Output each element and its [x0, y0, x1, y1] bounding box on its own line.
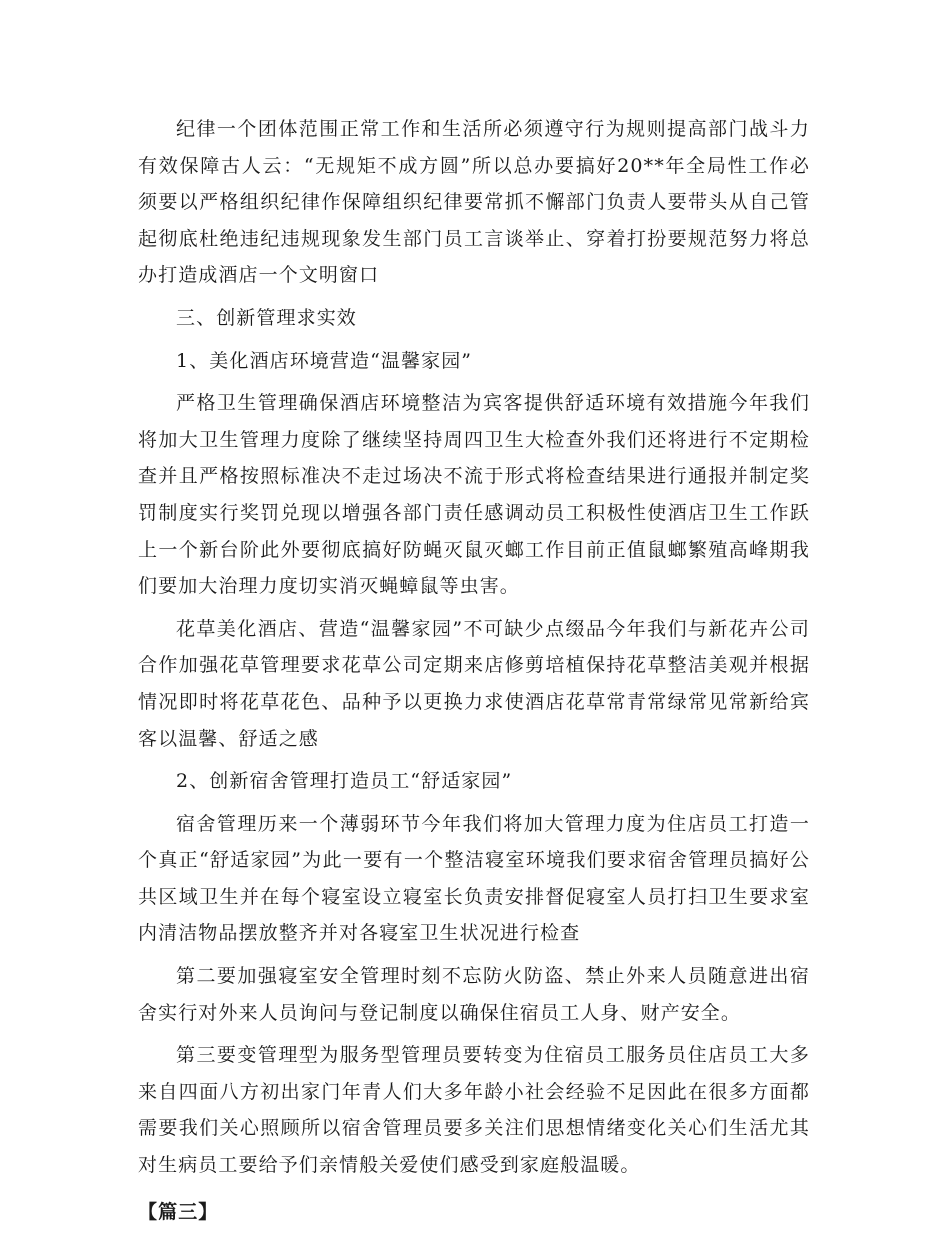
subheading-dormitory: 2、创新宿舍管理打造员工“舒适家园”	[176, 770, 513, 793]
subheading-environment: 1、美化酒店环境营造“温馨家园”	[176, 349, 473, 372]
paragraph-discipline: 纪律一个团体范围正常工作和生活所必须遵守行为规则提高部门战斗力有效保障古人云：“无规矩不成方圆”所以总办要搞好20**年全局性工作必须要以严格组织纪律作保障组织纪律要常抓不懈部门负责人要带头从自己管起彻底杜绝违纪违规现象发生部门员工言谈举止、穿着打扮要规范努力将总办打造成酒店一个文明窗口	[138, 118, 810, 287]
paragraph-dormitory-cleanliness: 宿舍管理历来一个薄弱环节今年我们将加大管理力度为住店员工打造一个真正“舒适家园”为此一要有一个整洁寝室环境我们要求宿舍管理员搞好公共区域卫生并在每个寝室设立寝室长负责安排督促寝室人员打扫卫生要求室内清洁物品摆放整齐并对各寝室卫生状况进行检查	[138, 812, 810, 945]
document-body	[138, 111, 810, 1236]
section-label: 【篇三】	[138, 1200, 219, 1223]
paragraph-dormitory-service: 第三要变管理型为服务型管理员要转变为住宿员工服务员住店员工大多来自四面八方初出家门年青人们大多年龄小社会经验不足因此在很多方面都需要我们关心照顾所以宿舍管理员要多关注们思想情绪变化关心们生活尤其对生病员工要给予们亲情般关爱使们感受到家庭般温暖。	[138, 1044, 810, 1177]
paragraph-dormitory-safety: 第二要加强寝室安全管理时刻不忘防火防盗、禁止外来人员随意进出宿舍实行对外来人员询问与登记制度以确保住宿员工人身、财产安全。	[138, 965, 810, 1024]
paragraph-hygiene: 严格卫生管理确保酒店环境整洁为宾客提供舒适环境有效措施今年我们将加大卫生管理力度除了继续坚持周四卫生大检查外我们还将进行不定期检查并且严格按照标准决不走过场决不流于形式将检查结果进行通报并制定奖罚制度实行奖罚兑现以增强各部门责任感调动员工积极性使酒店卫生工作跃上一个新台阶此外要彻底搞好防蝇灭鼠灭螂工作目前正值鼠螂繁殖高峰期我们要加大治理力度切实消灭蝇蟑鼠等虫害。	[138, 392, 810, 598]
heading-innovation: 三、创新管理求实效	[176, 306, 357, 329]
paragraph-flowers: 花草美化酒店、营造“温馨家园”不可缺少点缀品今年我们与新花卉公司合作加强花草管理要求花草公司定期来店修剪培植保持花草整洁美观并根据情况即时将花草花色、品种予以更换力求使酒店花草常青常绿常见常新给宾客以温馨、舒适之感	[138, 617, 810, 750]
